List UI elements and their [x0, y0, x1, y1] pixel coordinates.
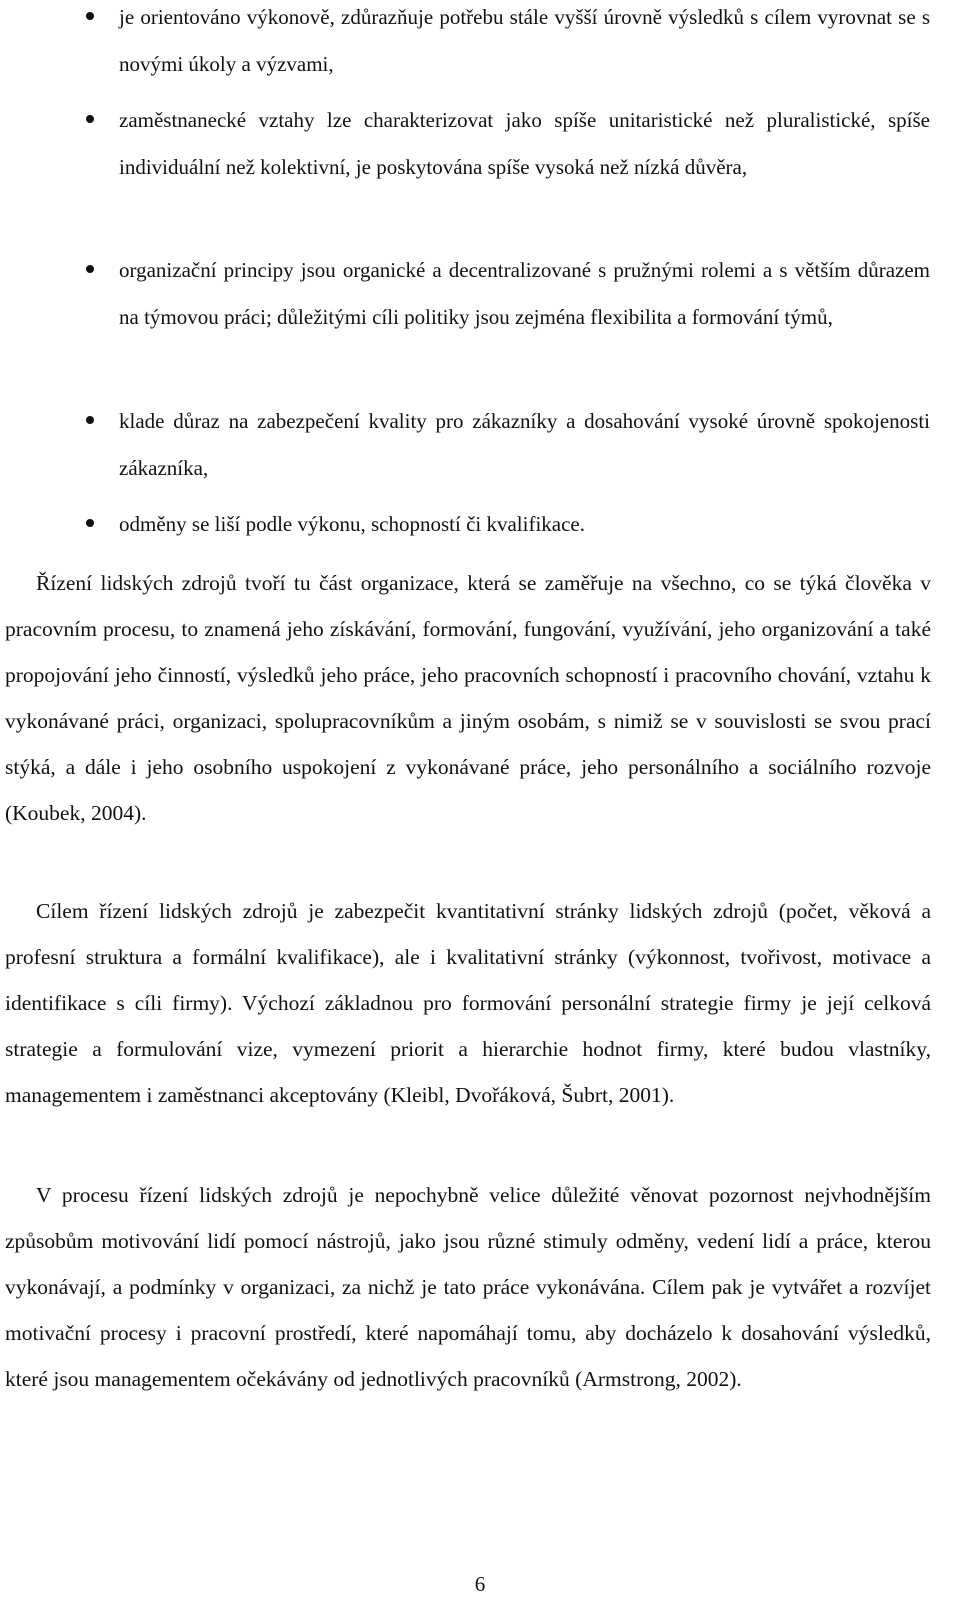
bullet-icon: [86, 416, 94, 424]
list-item-text: zaměstnanecké vztahy lze charakterizovat jako spíše unitaristické než pluralistické, spíše individuální než kolektivní, je poskytována spíše vysoká než nízká důvěra,: [119, 108, 930, 179]
list-item-text: organizační principy jsou organické a decentralizované s pružnými rolemi a s větším důrazem na týmovou práci; důležitými cíli politiky jsou zejména flexibilita a formování týmů,: [119, 258, 930, 329]
paragraph-hr-definition: Řízení lidských zdrojů tvoří tu část organizace, která se zaměřuje na všechno, co se týká člověka v pracovním procesu, to znamená jeho získávání, formování, fungování, využívání, jeho organizování a také propojování jeho činností, výsledků jeho práce, jeho pracovních schopností i pracovního chování, vztahu k vykonávané práci, organizaci, spolupracovníkům a jiným osobám, s nimiž se v souvislosti se svou prací stýká, a dále i jeho osobního uspokojení z vykonávané práce, jeho personálního a sociálního rozvoje (Koubek, 2004).: [5, 571, 931, 825]
list-item-text: klade důraz na zabezpečení kvality pro zákazníky a dosahování vysoké úrovně spokojenosti zákazníka,: [119, 409, 930, 480]
bullet-icon: [86, 115, 94, 123]
list-item-text: je orientováno výkonově, zdůrazňuje potřebu stále vyšší úrovně výsledků s cílem vyrovnat se s novými úkoly a výzvami,: [119, 5, 930, 76]
bullet-icon: [86, 519, 94, 527]
bullet-icon: [86, 265, 94, 273]
paragraph-hr-goal: Cílem řízení lidských zdrojů je zabezpečit kvantitativní stránky lidských zdrojů (počet, věková a profesní struktura a formální kvalifikace), ale i kvalitativní stránky (výkonnost, tvořivost, motivace a identifikace s cíli firmy). Výchozí základnou pro formování personální strategie firmy je její celková strategie a formulování vize, vymezení priorit a hierarchie hodnot firmy, které budou vlastníky, managementem i zaměstnanci akceptovány (Kleibl, Dvořáková, Šubrt, 2001).: [5, 899, 931, 1107]
paragraph-hr-motivation: V procesu řízení lidských zdrojů je nepochybně velice důležité věnovat pozornost nejvhodnějším způsobům motivování lidí pomocí nástrojů, jako jsou různé stimuly odměny, vedení lidí a práce, kterou vykonávají, a podmínky v organizaci, za nichž je tato práce vykonávána. Cílem pak je vytvářet a rozvíjet motivační procesy i pracovní prostředí, které napomáhají tomu, aby docházelo k dosahování výsledků, které jsou managementem očekávány od jednotlivých pracovníků (Armstrong, 2002).: [5, 1183, 931, 1391]
bullet-icon: [86, 12, 94, 20]
page-number: 6: [474, 1572, 486, 1596]
list-item-text: odměny se liší podle výkonu, schopností či kvalifikace.: [119, 512, 585, 536]
